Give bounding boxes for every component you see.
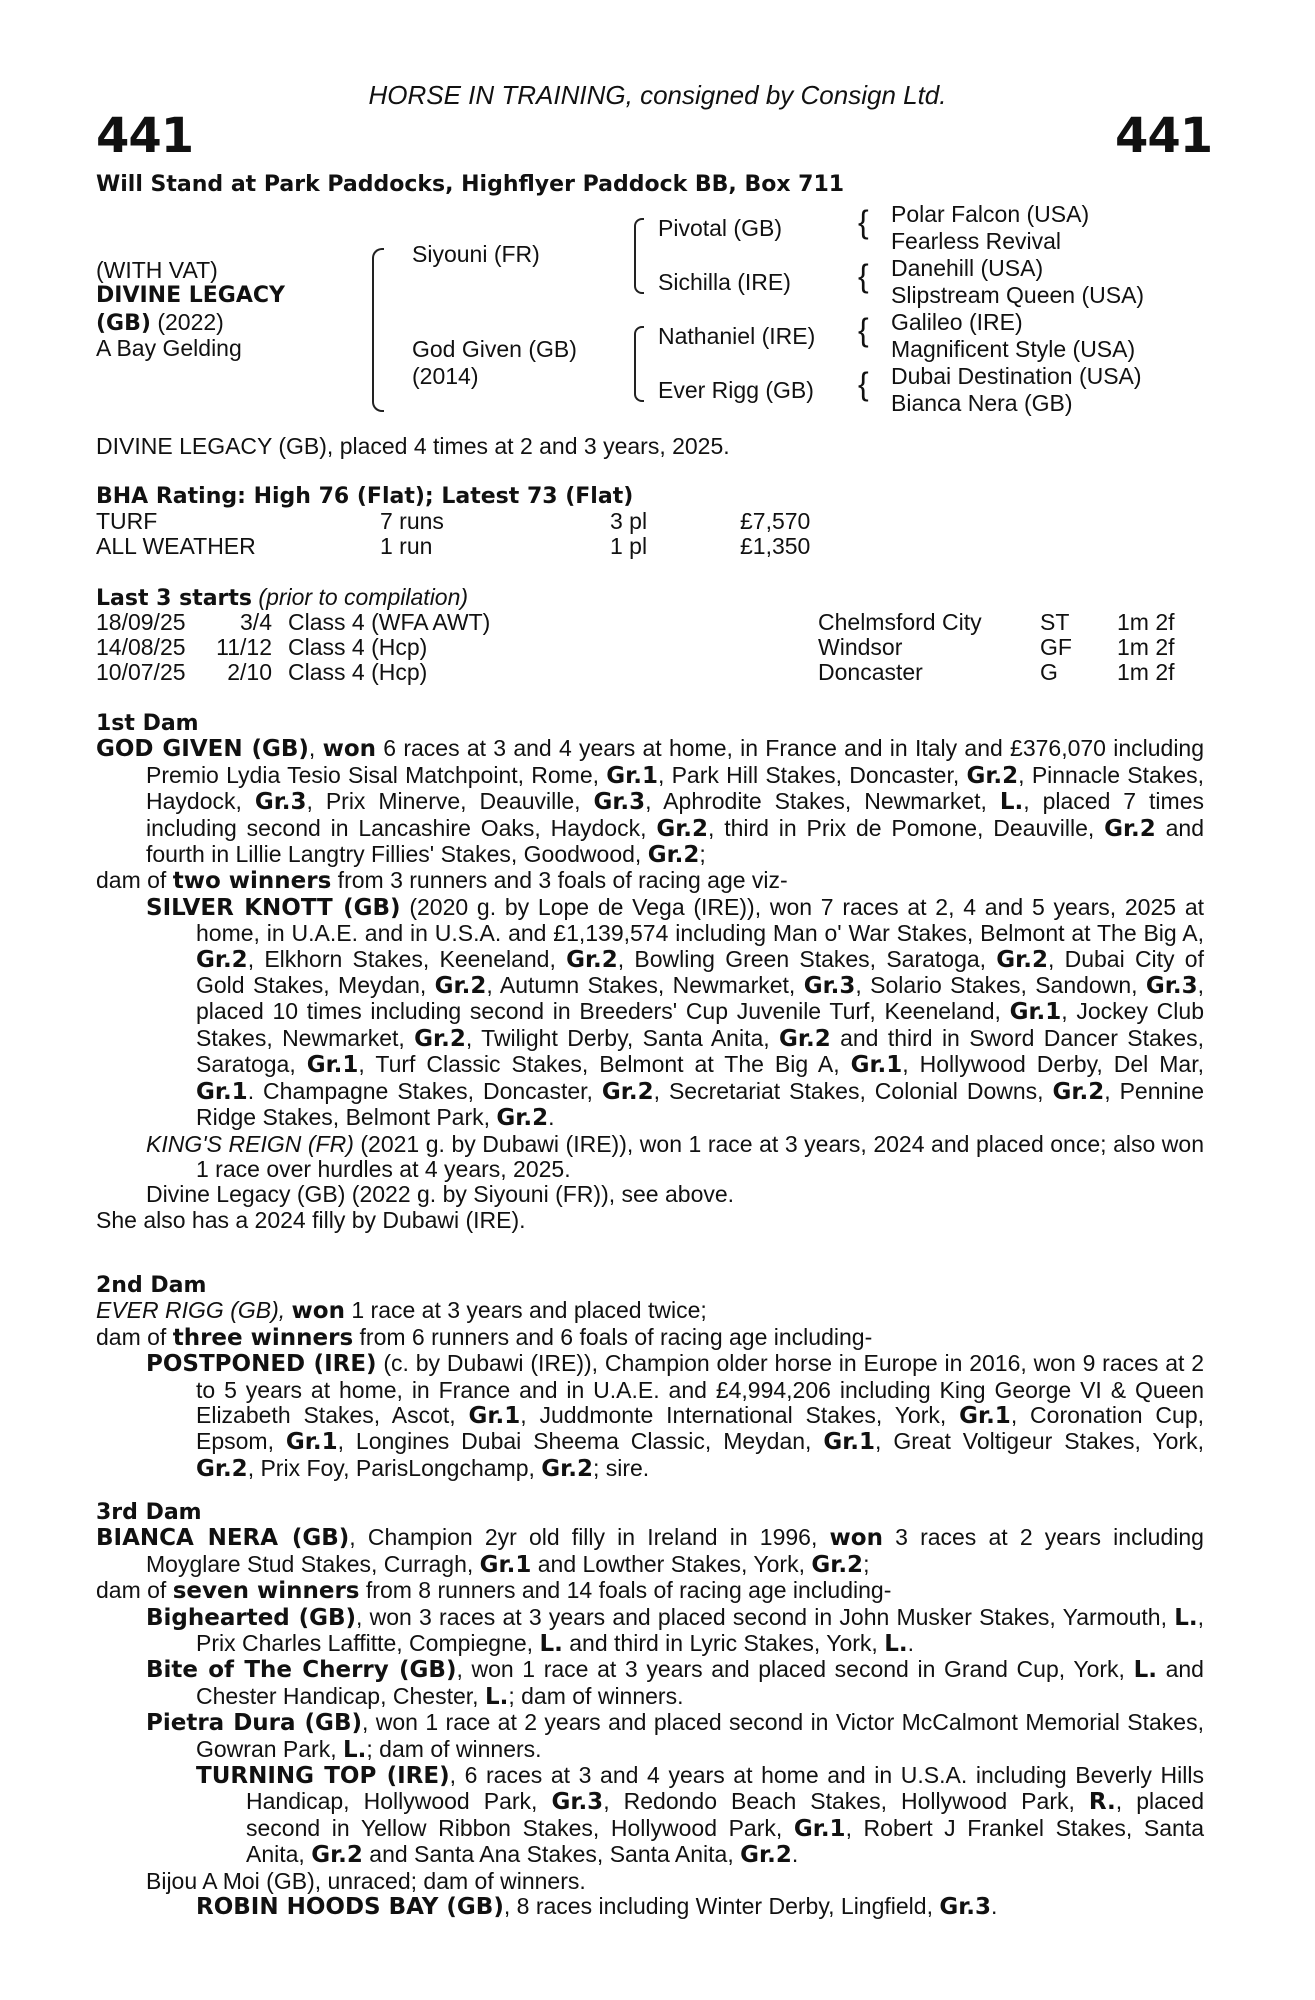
horse-summary: DIVINE LEGACY (GB), placed 4 times at 2 and 3 years, 2025. bbox=[96, 433, 730, 459]
dam-name: God Given (GB) bbox=[412, 336, 577, 362]
second-dam-section bbox=[96, 1273, 1204, 1482]
brace-ggp-1: { bbox=[858, 204, 869, 240]
pietra-dura-record: Pietra Dura (GB), won 1 race at 2 years and placed second in Victor McCalmont Memorial Stakes, Gowran Park, L.; dam of winners. bbox=[146, 1709, 1204, 1763]
pedigree-brace-dam bbox=[634, 326, 644, 402]
dam-year: (2014) bbox=[412, 363, 479, 389]
also-has-line: She also has a 2024 filly by Dubawi (IRE). bbox=[96, 1206, 526, 1233]
bha-rating-title: BHA Rating: High 76 (Flat); Latest 73 (Flat) bbox=[96, 484, 634, 509]
pedigree-brace-main bbox=[372, 248, 384, 412]
third-dam-produce: dam of seven winners from 8 runners and 14 foals of racing age including- bbox=[96, 1577, 892, 1605]
page-header-title: HORSE IN TRAINING, consigned by Consign Ltd. bbox=[368, 80, 947, 110]
horse-name: DIVINE LEGACY bbox=[96, 283, 285, 308]
ggp-1: Polar Falcon (USA) bbox=[891, 201, 1090, 227]
second-dam-heading: 2nd Dam bbox=[96, 1273, 207, 1298]
start-2-date: 14/08/25 bbox=[96, 634, 186, 660]
second-dam-produce: dam of three winners from 6 runners and 6 foals of racing age including- bbox=[96, 1323, 873, 1351]
robin-hoods-bay-record: ROBIN HOODS BAY (GB), 8 races including Winter Derby, Lingfield, Gr.3. bbox=[196, 1893, 998, 1921]
start-2-pos: 11/12 bbox=[216, 634, 272, 660]
third-dam-section bbox=[96, 1500, 1204, 1921]
silver-knott-record: SILVER KNOTT (GB) (2020 g. by Lope de Vega (IRE)), won 7 races at 2, 4 and 5 years, 2025 at home, in U.A.E. and in U.S.A. and £1,139,574 including Man o' War Stakes, Belmont at The Big A, Gr.2, Elkhorn Stakes, Keeneland, Gr.2, Bowling Green Stakes, Saratoga, Gr.2, Dubai City of Gold Stakes, Meydan, Gr.2, Autumn Stakes, Newmarket, Gr.3, Solario Stakes, Sandown, Gr.3, placed 10 times including second in Breeders' Cup Juvenile Turf, Keeneland, Gr.1, Jockey Club Stakes, Newmarket, Gr.2, Twilight Derby, Santa Anita, Gr.2 and third in Sword Dancer Stakes, Saratoga, Gr.1, Turf Classic Stakes, Belmont at The Big A, Gr.1, Hollywood Derby, Del Mar, Gr.1. Champagne Stakes, Doncaster, Gr.2, Secretariat Stakes, Colonial Downs, Gr.2, Pennine Ridge Stakes, Belmont Park, Gr.2. bbox=[146, 893, 1204, 1132]
brace-ggp-4: { bbox=[858, 366, 869, 402]
third-dam-record: BIANCA NERA (GB), Champion 2yr old filly in Ireland in 1996, won 3 races at 2 years including Moyglare Stud Stakes, Curragh, Gr.1 and Lowther Stakes, York, Gr.2; bbox=[96, 1524, 1204, 1578]
rating-aw-surface: ALL WEATHER bbox=[96, 533, 256, 559]
ggp-2: Fearless Revival bbox=[891, 228, 1061, 254]
brace-ggp-2: { bbox=[858, 258, 869, 294]
rating-aw-placed: 1 pl bbox=[610, 533, 648, 559]
start-2-dist: 1m 2f bbox=[1117, 634, 1175, 660]
ggp-5: Galileo (IRE) bbox=[891, 309, 1023, 335]
start-2-going: GF bbox=[1040, 634, 1072, 660]
horse-description: A Bay Gelding bbox=[96, 335, 242, 361]
brace-ggp-3: { bbox=[858, 312, 869, 348]
first-dam-record: GOD GIVEN (GB), won 6 races at 3 and 4 years at home, in France and in Italy and £376,070 including Premio Lydia Tesio Sisal Matchpoint, Rome, Gr.1, Park Hill Stakes, Doncaster, Gr.2, Pinnacle Stakes, Haydock, Gr.3, Prix Minerve, Deauville, Gr.3, Aphrodite Stakes, Newmarket, L., placed 7 times including second in Lancashire Oaks, Haydock, Gr.2, third in Prix de Pomone, Deauville, Gr.2 and fourth in Lillie Langtry Fillies' Stakes, Goodwood, Gr.2; bbox=[96, 735, 1205, 869]
second-dam-record: EVER RIGG (GB), won 1 race at 3 years and placed twice; bbox=[96, 1297, 707, 1325]
start-1-course: Chelmsford City bbox=[818, 609, 982, 635]
start-1-race: Class 4 (WFA AWT) bbox=[288, 609, 491, 635]
rating-turf-runs: 7 runs bbox=[380, 508, 444, 534]
start-2-race: Class 4 (Hcp) bbox=[288, 634, 428, 660]
stand-location: Will Stand at Park Paddocks, Highflyer Paddock BB, Box 711 bbox=[96, 172, 845, 197]
bite-of-the-cherry-record: Bite of The Cherry (GB), won 1 race at 3 years and placed second in Grand Cup, York, L. and Chester Handicap, Chester, L.; dam of winners. bbox=[146, 1656, 1204, 1710]
kings-reign-record: KING'S REIGN (FR) (2021 g. by Dubawi (IRE)), won 1 race at 3 years, 2024 and placed once; also won 1 race over hurdles at 4 years, 2025. bbox=[146, 1130, 1204, 1182]
last-starts-title: Last 3 starts (prior to compilation) bbox=[96, 584, 469, 611]
rating-turf-surface: TURF bbox=[96, 508, 158, 534]
lot-number-left: 441 bbox=[96, 108, 194, 164]
third-dam-heading: 3rd Dam bbox=[96, 1500, 202, 1525]
rating-aw-runs: 1 run bbox=[380, 533, 433, 559]
ggp-7: Dubai Destination (USA) bbox=[891, 363, 1142, 389]
start-3-date: 10/07/25 bbox=[96, 659, 186, 685]
postponed-record: POSTPONED (IRE) (c. by Dubawi (IRE)), Champion older horse in Europe in 2016, won 9 races at 2 to 5 years at home, in France and in U.A.E. and £4,994,206 including King George VI & Queen Elizabeth Stakes, Ascot, Gr.1, Juddmonte International Stakes, York, Gr.1, Coronation Cup, Epsom, Gr.1, Longines Dubai Sheema Classic, Meydan, Gr.1, Great Voltigeur Stakes, York, Gr.2, Prix Foy, ParisLongchamp, Gr.2; sire. bbox=[146, 1350, 1205, 1482]
start-3-dist: 1m 2f bbox=[1117, 659, 1175, 685]
start-3-race: Class 4 (Hcp) bbox=[288, 659, 428, 685]
start-1-going: ST bbox=[1040, 609, 1070, 635]
start-1-dist: 1m 2f bbox=[1117, 609, 1175, 635]
start-3-pos: 2/10 bbox=[227, 659, 272, 685]
sire-dam: Sichilla (IRE) bbox=[658, 269, 791, 295]
first-dam-produce: dam of two winners from 3 runners and 3 foals of racing age viz- bbox=[96, 867, 788, 895]
turning-top-record: TURNING TOP (IRE), 6 races at 3 and 4 years at home and in U.S.A. including Beverly Hills Handicap, Hollywood Park, Gr.3, Redondo Beach Stakes, Hollywood Park, R., placed second in Yellow Ribbon Stakes, Hollywood Park, Gr.1, Robert J Frankel Stakes, Santa Anita, Gr.2 and Santa Ana Stakes, Santa Anita, Gr.2. bbox=[196, 1762, 1205, 1869]
rating-turf-placed: 3 pl bbox=[610, 508, 648, 534]
lot-number-right: 441 bbox=[1115, 108, 1213, 164]
start-1-pos: 3/4 bbox=[240, 609, 272, 635]
rating-turf-earnings: £7,570 bbox=[740, 508, 811, 534]
start-2-course: Windsor bbox=[818, 634, 903, 660]
start-3-course: Doncaster bbox=[818, 659, 923, 685]
rating-aw-earnings: £1,350 bbox=[740, 533, 811, 559]
first-dam-heading: 1st Dam bbox=[96, 711, 199, 736]
sire-sire: Pivotal (GB) bbox=[658, 215, 782, 241]
start-1-date: 18/09/25 bbox=[96, 609, 186, 635]
vat-note: (WITH VAT) bbox=[96, 257, 218, 283]
ggp-3: Danehill (USA) bbox=[891, 255, 1044, 281]
sire-name: Siyouni (FR) bbox=[412, 241, 540, 267]
pedigree-brace-sire bbox=[634, 218, 644, 294]
dam-dam: Ever Rigg (GB) bbox=[658, 377, 814, 403]
first-dam-section bbox=[96, 711, 1204, 1233]
horse-country-year: (GB) (2022) bbox=[96, 309, 224, 336]
bijou-a-moi-line: Bijou A Moi (GB), unraced; dam of winners. bbox=[146, 1867, 586, 1894]
start-3-going: G bbox=[1040, 659, 1058, 685]
ggp-4: Slipstream Queen (USA) bbox=[891, 282, 1145, 308]
divine-legacy-line: Divine Legacy (GB) (2022 g. by Siyouni (FR)), see above. bbox=[146, 1181, 735, 1208]
dam-sire: Nathaniel (IRE) bbox=[658, 323, 816, 349]
bighearted-record: Bighearted (GB), won 3 races at 3 years and placed second in John Musker Stakes, Yarmouth, L., Prix Charles Laffitte, Compiegne, L. and third in Lyric Stakes, York, L.. bbox=[146, 1603, 1204, 1658]
ggp-6: Magnificent Style (USA) bbox=[891, 336, 1136, 362]
ggp-8: Bianca Nera (GB) bbox=[891, 390, 1073, 416]
